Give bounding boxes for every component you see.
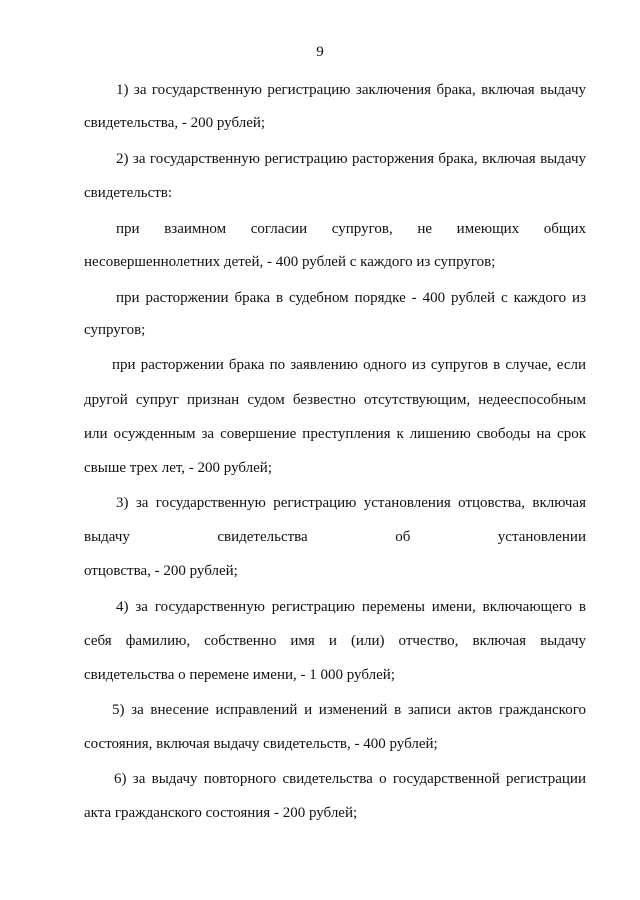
text-line: 4) за государственную регистрацию перемены имени, включающего в xyxy=(116,599,586,615)
text-line: другой супруг признан судом безвестно отсутствующим, недееспособным xyxy=(84,392,586,408)
text-line: 6) за выдачу повторного свидетельства о государственной регистрации xyxy=(114,771,586,787)
text-line: 3) за государственную регистрацию установления отцовства, включая xyxy=(116,495,586,511)
text-line: при взаимном согласии супругов, не имеющих общих xyxy=(116,221,586,237)
text-line: при расторжении брака по заявлению одного из супругов в случае, если xyxy=(112,357,586,373)
text-line: 2) за государственную регистрацию расторжения брака, включая выдачу xyxy=(116,151,586,167)
text-line: или осужденным за совершение преступления к лишению свободы на срок xyxy=(84,426,586,442)
text-line: несовершеннолетних детей, - 400 рублей с каждого из супругов; xyxy=(84,254,496,270)
text-line: выдачу свидетельства об установлении xyxy=(84,529,586,545)
text-line: себя фамилию, собственно имя и (или) отчество, включая выдачу xyxy=(84,633,586,649)
text-line: 5) за внесение исправлений и изменений в записи актов гражданского xyxy=(112,702,586,718)
text-line: свидетельства, - 200 рублей; xyxy=(84,115,266,131)
text-line: 1) за государственную регистрацию заключения брака, включая выдачу xyxy=(116,82,586,98)
text-line: акта гражданского состояния - 200 рублей; xyxy=(84,805,358,821)
text-line: отцовства, - 200 рублей; xyxy=(84,563,238,579)
page-number: 9 xyxy=(316,44,324,60)
text-line: при расторжении брака в судебном порядке - 400 рублей с каждого из xyxy=(116,290,586,306)
text-line: супругов; xyxy=(84,322,146,338)
text-line: свидетельств: xyxy=(84,185,173,201)
text-line: свыше трех лет, - 200 рублей; xyxy=(84,460,272,476)
text-line: состояния, включая выдачу свидетельств, - 400 рублей; xyxy=(84,736,438,752)
text-line: свидетельства о перемене имени, - 1 000 рублей; xyxy=(84,667,395,683)
